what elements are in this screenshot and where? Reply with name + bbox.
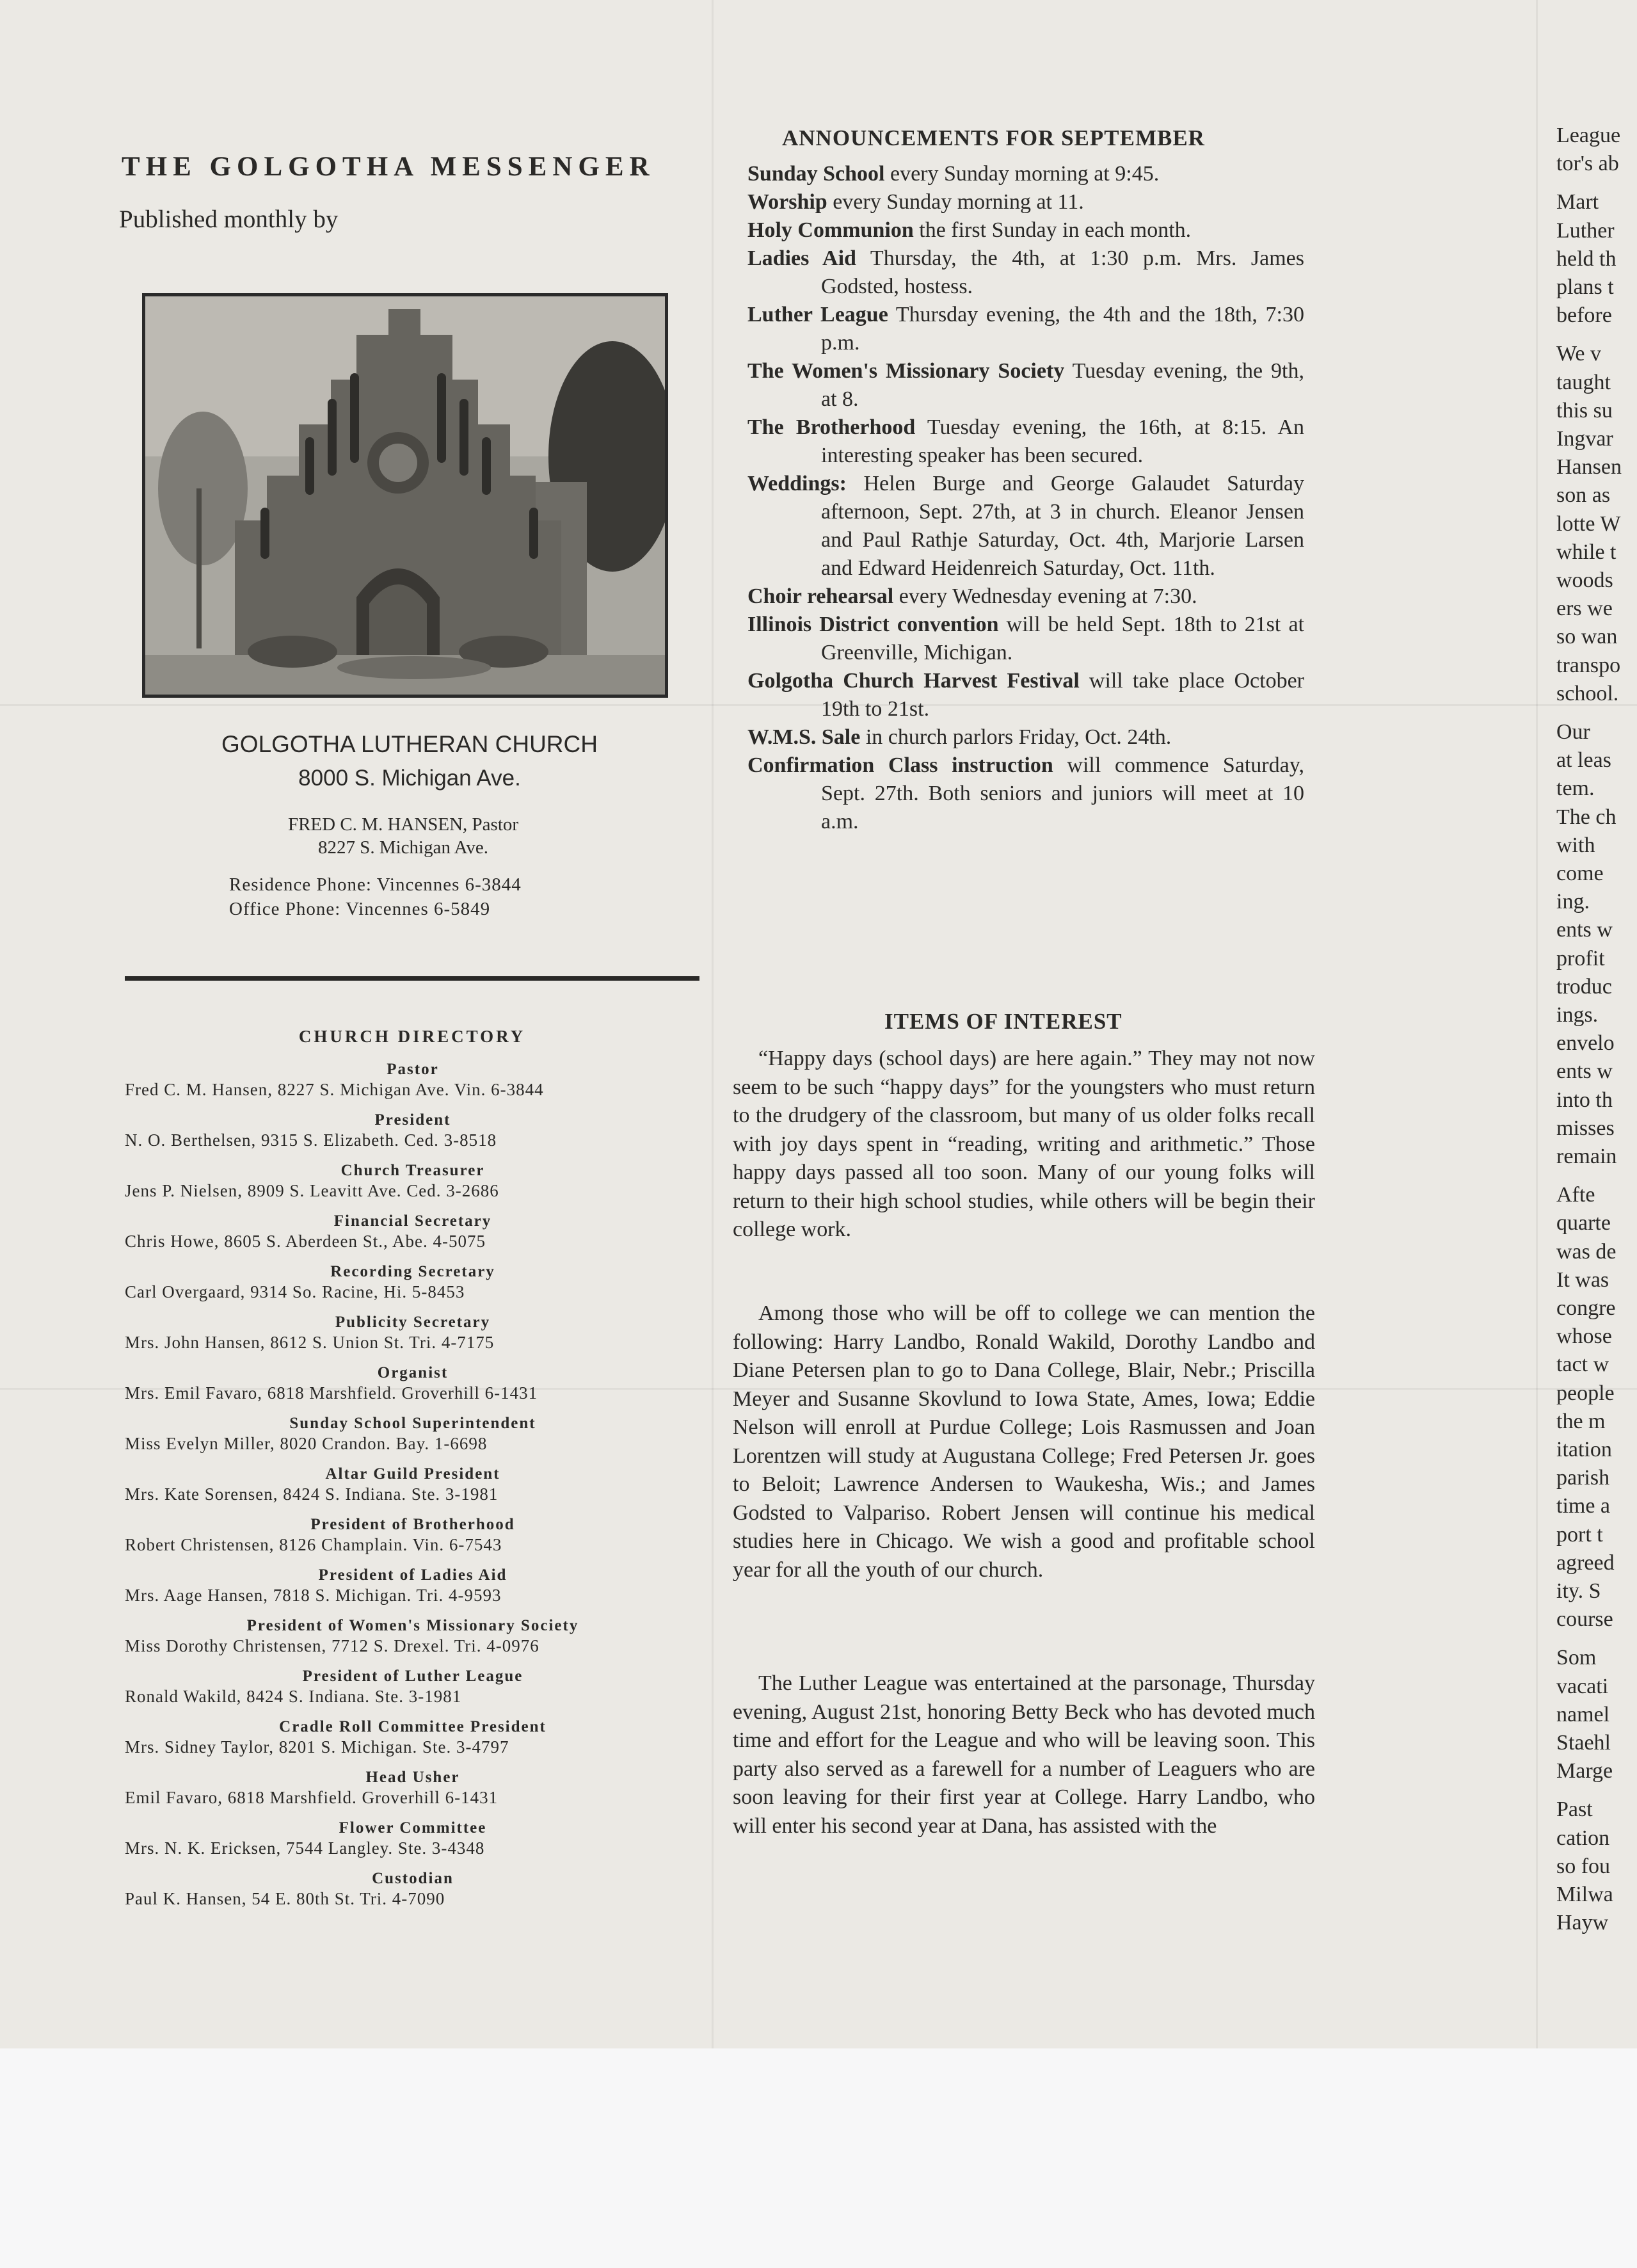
right-column-line: held th [1556, 246, 1617, 271]
announcement-item: Holy Communion the first Sunday in each month. [747, 218, 1192, 242]
right-column-line: this su [1556, 398, 1613, 422]
right-column-line: woods [1556, 568, 1613, 592]
announcement-item: Ladies Aid Thursday, the 4th, at 1:30 p.m. Mrs. James Godsted, hostess. [747, 246, 1304, 298]
directory-role: Publicity Secretary [335, 1314, 491, 1331]
directory-role: Sunday School Superintendent [289, 1415, 536, 1432]
right-column-line: was de [1556, 1239, 1617, 1264]
directory-entry [125, 1212, 701, 1251]
directory-role: President [374, 1111, 451, 1129]
directory-name: Carl Overgaard, 9314 So. Racine, Hi. 5-8453 [125, 1282, 465, 1301]
interest-paragraph: The Luther League was entertained at the parsonage, Thursday evening, August 21st, honoring Betty Beck who has devoted much time and effort for the League and who will be leaving soon. This party also served as a farewell for a number of Leaguers who are soon leaving for their first year at College. Harry Landbo, who will enter his second year at Dana, has assisted with the [733, 1671, 1315, 1838]
directory-name: Chris Howe, 8605 S. Aberdeen St., Abe. 4-5075 [125, 1232, 486, 1251]
right-column-line: League [1556, 124, 1621, 147]
directory-name: Jens P. Nielsen, 8909 S. Leavitt Ave. Ced. 3-2686 [125, 1181, 499, 1200]
right-column-line: port t [1556, 1522, 1603, 1547]
directory-role: Head Usher [365, 1769, 460, 1786]
directory-entry [125, 1515, 701, 1555]
right-column-line: remain [1556, 1145, 1617, 1168]
directory-entry [125, 1667, 701, 1707]
directory-name: Ronald Wakild, 8424 S. Indiana. Ste. 3-1981 [125, 1687, 462, 1706]
announcement-item: Illinois District convention will be held Sept. 18th to 21st at Greenville, Michigan. [747, 613, 1304, 664]
directory-title: CHURCH DIRECTORY [298, 1027, 526, 1046]
right-column-line: agreed [1556, 1550, 1615, 1575]
directory-name: Mrs. Sidney Taylor, 8201 S. Michigan. Ste. 3-4797 [125, 1737, 509, 1757]
right-column-line: Milwa [1556, 1883, 1613, 1906]
right-column-line: son as [1556, 483, 1611, 508]
announcements-list [747, 160, 1304, 836]
right-column-line: before [1556, 303, 1612, 328]
right-column-line: ings. [1556, 1003, 1599, 1027]
announcement-item: The Brotherhood Tuesday evening, the 16th, at 8:15. An interesting speaker has been secured. [747, 415, 1304, 467]
office-phone: Office Phone: Vincennes 6-5849 [229, 899, 491, 919]
residence-phone: Residence Phone: Vincennes 6-3844 [229, 874, 522, 895]
directory-role: President of Brotherhood [310, 1516, 515, 1533]
directory-role: Pastor [387, 1061, 439, 1078]
directory-entry [125, 1566, 701, 1605]
right-column-line: so wan [1556, 625, 1618, 649]
announcement-item: Luther League Thursday evening, the 4th and the 18th, 7:30 p.m. [747, 303, 1304, 355]
directory-entry [125, 1363, 701, 1403]
right-column-line: The ch [1556, 805, 1617, 829]
directory-entry [125, 1262, 701, 1302]
right-column-line: Luther [1556, 218, 1615, 243]
right-column-line: come [1556, 862, 1604, 885]
church-address: 8000 S. Michigan Ave. [298, 766, 521, 791]
directory-role: Recording Secretary [330, 1263, 495, 1280]
directory-role: President of Ladies Aid [318, 1566, 507, 1584]
announcement-item: Worship every Sunday morning at 11. [747, 190, 1084, 214]
directory-name: Robert Christensen, 8126 Champlain. Vin. 6-7543 [125, 1535, 502, 1554]
right-column-line: parish [1556, 1466, 1610, 1490]
interest-paragraph: Among those who will be off to college we can mention the following: Harry Landbo, Ronald Wakild, Dorothy Landbo and Diane Petersen plan to go to Dana College, Blair, Nebr.; Priscilla Meyer and Susanne Skovlund to Iowa State, Ames, Iowa; Eddie Nelson will enroll at Purdue College; Lois Rasmussen and Joan Lorentzen will study at Augustana College; Fred Petersen Jr. goes to Beloit; Lawrence Andersen to Waukesha, Wis.; and James Godsted to Valpariso. Robert Jensen will continue his medical studies here in Chicago. We wish a good and profitable school year for all the youth of our church. [733, 1301, 1315, 1582]
right-column-line: ents w [1556, 1059, 1613, 1084]
right-column-line: school. [1556, 681, 1619, 705]
directory-name: Mrs. Aage Hansen, 7818 S. Michigan. Tri. 4-9593 [125, 1586, 502, 1605]
directory-role: Church Treasurer [340, 1162, 485, 1179]
interest-paragraph: “Happy days (school days) are here again.” They may not now seem to be such “happy days” for the youngsters who must return to the drudgery of the classroom, but many of us older folks recall with joy days spent in “reading, writing and arithmetic.” Those happy days passed all too soon. Many of our young folks will return to their high school studies, while others will be begin their college work. [733, 1047, 1315, 1241]
church-photo [142, 293, 668, 698]
right-column-line: quarte [1556, 1211, 1611, 1235]
right-column-line: itation [1556, 1438, 1612, 1461]
right-column-line: tem. [1556, 776, 1595, 801]
announcements-title: ANNOUNCEMENTS FOR SEPTEMBER [782, 125, 1205, 150]
right-column-line: ity. S [1556, 1579, 1601, 1603]
directory-name: Mrs. Kate Sorensen, 8424 S. Indiana. Ste. 3-1981 [125, 1484, 499, 1504]
masthead-title: THE GOLGOTHA MESSENGER [122, 152, 655, 182]
right-column-line: Hayw [1556, 1911, 1609, 1935]
directory-entry [125, 1060, 701, 1100]
directory-entry [125, 1161, 701, 1201]
directory-name: Mrs. John Hansen, 8612 S. Union St. Tri. 4-7175 [125, 1333, 495, 1352]
right-column-line: while t [1556, 540, 1617, 564]
right-column-line: people [1556, 1381, 1615, 1405]
right-column-line: tor's ab [1556, 152, 1619, 176]
directory-entry [125, 1616, 701, 1656]
right-column-line: whose [1556, 1324, 1612, 1349]
pastor-name: FRED C. M. HANSEN, Pastor [287, 814, 519, 835]
right-column-line: transpo [1556, 653, 1621, 677]
directory-name: Miss Dorothy Christensen, 7712 S. Drexel. Tri. 4-0976 [125, 1636, 539, 1655]
directory-role: Financial Secretary [333, 1212, 492, 1230]
right-column-line: plans t [1556, 275, 1614, 299]
directory-entry [125, 1111, 701, 1150]
directory-entry [125, 1717, 701, 1757]
directory-entry [125, 1869, 701, 1909]
right-column-line: cation [1556, 1826, 1610, 1850]
right-column-line: so fou [1556, 1854, 1611, 1878]
directory-role: President of Women's Missionary Society [246, 1617, 579, 1634]
right-column-line: ing. [1556, 890, 1590, 914]
directory-name: Emil Favaro, 6818 Marshfield. Groverhill 6-1431 [125, 1788, 499, 1807]
right-column-line: profit [1556, 946, 1605, 970]
directory-role: Cradle Roll Committee President [279, 1718, 547, 1735]
right-column-line: at leas [1556, 748, 1611, 773]
right-column-line: Afte [1556, 1183, 1595, 1207]
published-by-line: Published monthly by [119, 205, 339, 233]
church-name: GOLGOTHA LUTHERAN CHURCH [221, 731, 598, 757]
right-column-line: misses [1556, 1116, 1615, 1140]
directory-role: Custodian [372, 1870, 454, 1887]
divider-rule [125, 976, 699, 981]
right-column-line: congre [1556, 1296, 1616, 1320]
right-column-line: We v [1556, 342, 1601, 366]
right-column-line: Mart [1556, 190, 1599, 214]
directory-name: Mrs. Emil Favaro, 6818 Marshfield. Groverhill 6-1431 [125, 1383, 538, 1403]
directory-entry [125, 1768, 701, 1808]
directory-entry [125, 1414, 701, 1454]
right-column-line: tact w [1556, 1353, 1609, 1377]
right-column-line: It was [1556, 1267, 1609, 1292]
right-column-line: ers we [1556, 597, 1613, 621]
right-column-line: the m [1556, 1409, 1606, 1433]
directory-role: Organist [377, 1364, 449, 1381]
announcement-item: Weddings: Helen Burge and George Galaudet Saturday afternoon, Sept. 27th, at 3 in church. Eleanor Jensen and Paul Rathje Saturday, Oct. 4th, Marjorie Larsen and Edward Heidenreich Saturday, Oct. 11th. [747, 472, 1304, 580]
right-column-line: time a [1556, 1494, 1611, 1518]
pastor-address: 8227 S. Michigan Ave. [317, 837, 489, 858]
right-column-line: ents w [1556, 918, 1613, 942]
directory-name: Paul K. Hansen, 54 E. 80th St. Tri. 4-7090 [125, 1889, 445, 1908]
announcement-item: Golgotha Church Harvest Festival will take place October 19th to 21st. [747, 669, 1304, 721]
directory-name: Miss Evelyn Miller, 8020 Crandon. Bay. 1-6698 [125, 1434, 488, 1453]
announcement-item: The Women's Missionary Society Tuesday evening, the 9th, at 8. [747, 359, 1305, 411]
right-column-line: troduc [1556, 974, 1612, 999]
scan-background [0, 2048, 1637, 2268]
right-column-line: vacati [1556, 1674, 1609, 1698]
right-column-line: Ingvar [1556, 427, 1613, 451]
announcement-item: W.M.S. Sale in church parlors Friday, Oct. 24th. [747, 725, 1172, 749]
right-column-line: with [1556, 833, 1595, 857]
right-column-line: lotte W [1556, 511, 1621, 536]
right-column-line: Past [1556, 1798, 1593, 1822]
right-column-line: course [1556, 1607, 1613, 1632]
directory-name: N. O. Berthelsen, 9315 S. Elizabeth. Ced. 3-8518 [125, 1130, 497, 1150]
announcement-item: Choir rehearsal every Wednesday evening at 7:30. [747, 584, 1197, 608]
directory-name: Mrs. N. K. Ericksen, 7544 Langley. Ste. 3-4348 [125, 1838, 485, 1858]
right-column-line: into th [1556, 1088, 1613, 1112]
directory-name: Fred C. M. Hansen, 8227 S. Michigan Ave. Vin. 6-3844 [125, 1080, 544, 1099]
right-column-line: Staehl [1556, 1731, 1611, 1755]
right-column-line: namel [1556, 1702, 1610, 1726]
directory-entry [125, 1313, 701, 1353]
items-of-interest-title: ITEMS OF INTEREST [884, 1009, 1122, 1034]
directory-role: Flower Committee [339, 1819, 487, 1837]
directory-role: Altar Guild President [325, 1465, 500, 1483]
directory-entry [125, 1465, 701, 1504]
right-column-line: Marge [1556, 1759, 1613, 1783]
right-column-line: taught [1556, 370, 1611, 394]
right-column-line: Our [1556, 720, 1590, 744]
right-column-line: envelo [1556, 1031, 1615, 1056]
directory-role: President of Luther League [302, 1668, 523, 1685]
right-column-line: Hansen [1556, 455, 1622, 479]
announcement-item: Sunday School every Sunday morning at 9:45. [747, 162, 1160, 186]
directory-entry [125, 1819, 701, 1858]
announcement-item: Confirmation Class instruction will commence Saturday, Sept. 27th. Both seniors and juniors will meet at 10 a.m. [747, 753, 1304, 833]
right-column-line: Som [1556, 1646, 1597, 1670]
